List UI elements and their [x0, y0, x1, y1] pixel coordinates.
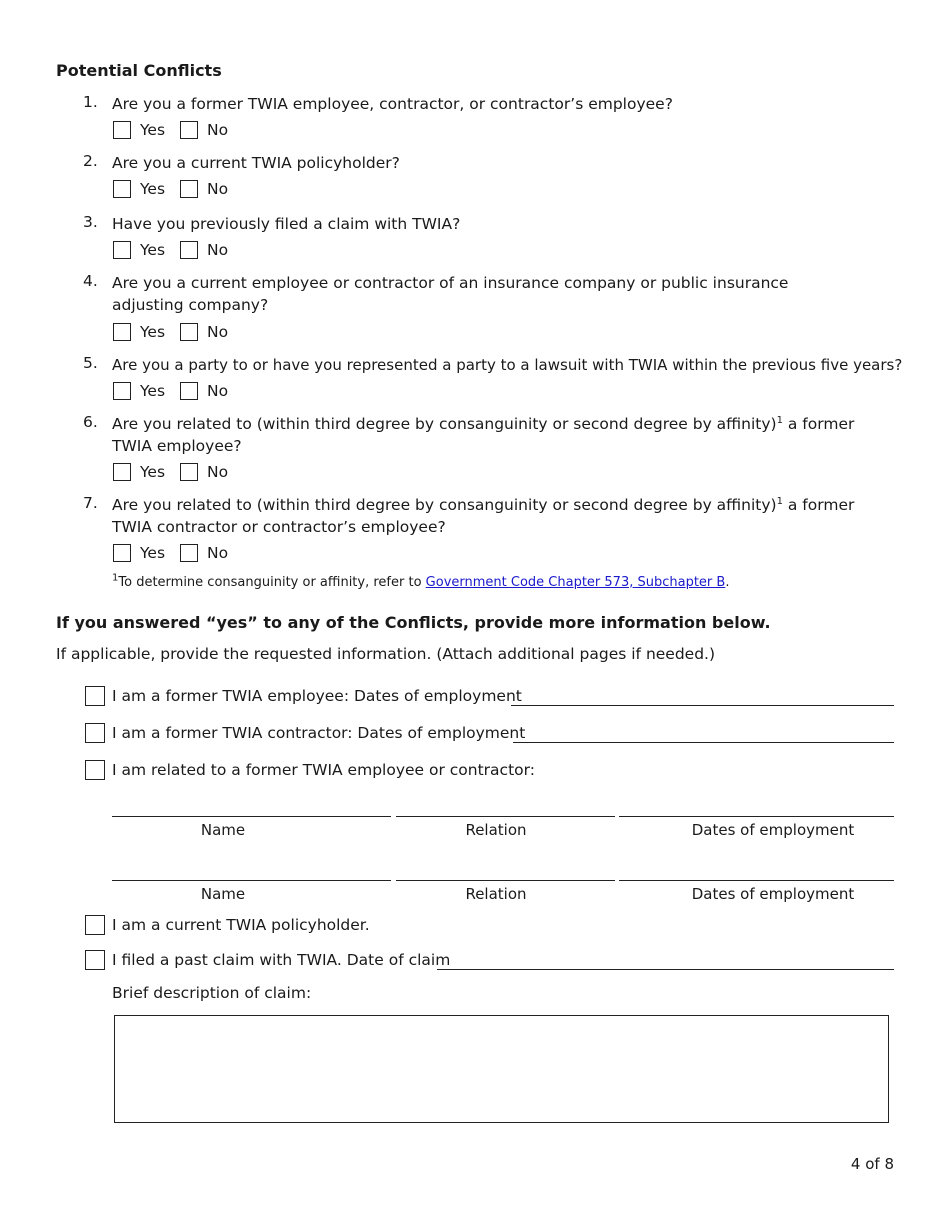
former-employee-dates-field[interactable] [511, 705, 894, 706]
q3-yes-checkbox[interactable] [113, 241, 131, 259]
former-employee-checkbox[interactable] [85, 686, 105, 706]
yes-label: Yes [140, 180, 166, 198]
q7-yes-checkbox[interactable] [113, 544, 131, 562]
column-label-relation: Relation [465, 821, 527, 839]
related-checkbox[interactable] [85, 760, 105, 780]
former-contractor-checkbox[interactable] [85, 723, 105, 743]
q3-no-checkbox[interactable] [180, 241, 198, 259]
instructions-text: If applicable, provide the requested information. (Attach additional pages if needed.) [56, 645, 716, 663]
q1-yes-checkbox[interactable] [113, 121, 131, 139]
column-label-name: Name [200, 885, 246, 903]
q2-no-checkbox[interactable] [180, 180, 198, 198]
claim-description-textarea[interactable] [114, 1015, 889, 1123]
yes-label: Yes [140, 382, 166, 400]
option-label: I am related to a former TWIA employee or contractor: [112, 761, 535, 779]
q6-no-checkbox[interactable] [180, 463, 198, 481]
question-text: Are you a party to or have you represented a party to a lawsuit with TWIA within the previous five years? [112, 356, 903, 374]
relation-dates-field-1[interactable] [619, 816, 894, 817]
question-text: Have you previously filed a claim with TWIA? [112, 215, 461, 233]
footnote: $^1$To determine consanguinity or affinity, refer to Government Code Chapter 573, Subchapter B. [112, 572, 730, 590]
question-text: Are you a current employee or contractor of an insurance company or public insurance adjusting company? [112, 274, 789, 314]
yes-label: Yes [140, 241, 166, 259]
question-number: 7. [83, 494, 98, 512]
yes-label: Yes [140, 544, 166, 562]
option-past-claim [85, 950, 450, 970]
past-claim-checkbox[interactable] [85, 950, 105, 970]
former-contractor-dates-field[interactable] [513, 742, 894, 743]
column-label-dates: Dates of employment [691, 821, 855, 839]
relation-relation-field-1[interactable] [396, 816, 615, 817]
section-title: Potential Conflicts [56, 61, 222, 80]
question-text: Are you a current TWIA policyholder? [112, 154, 400, 172]
column-label-dates: Dates of employment [691, 885, 855, 903]
q4-no-checkbox[interactable] [180, 323, 198, 341]
option-policyholder [85, 915, 370, 935]
relation-dates-field-2[interactable] [619, 880, 894, 881]
option-label: I am a former TWIA contractor: Dates of employment [112, 724, 526, 742]
question-text: Are you a former TWIA employee, contractor, or contractor’s employee? [112, 95, 673, 113]
page-number: 4 of 8 [850, 1155, 894, 1173]
q7-no-checkbox[interactable] [180, 544, 198, 562]
q1-no-checkbox[interactable] [180, 121, 198, 139]
footnote-ref: 1 [776, 495, 783, 507]
no-label: No [207, 382, 229, 400]
question-number: 5. [83, 354, 98, 372]
column-label-name: Name [200, 821, 246, 839]
option-former-employee [85, 686, 522, 706]
no-label: No [207, 544, 229, 562]
option-former-contractor [85, 723, 525, 743]
yes-label: Yes [140, 121, 166, 139]
question-number: 4. [83, 272, 98, 290]
q2-yes-checkbox[interactable] [113, 180, 131, 198]
no-label: No [207, 121, 229, 139]
relation-name-field-2[interactable] [112, 880, 391, 881]
question-text: Are you related to (within third degree by consanguinity or second degree by affinity)$^1$ a former TWIA employee? [112, 414, 855, 455]
question-number: 6. [83, 413, 98, 431]
no-label: No [207, 180, 229, 198]
option-related [85, 760, 535, 780]
question-number: 1. [83, 93, 98, 111]
footnote-ref: 1 [776, 414, 783, 426]
question-number: 2. [83, 152, 98, 170]
yes-label: Yes [140, 323, 166, 341]
policyholder-checkbox[interactable] [85, 915, 105, 935]
q6-yes-checkbox[interactable] [113, 463, 131, 481]
option-label: I am a former TWIA employee: Dates of employment [112, 687, 522, 705]
government-code-link[interactable]: Government Code Chapter 573, Subchapter B [425, 575, 726, 590]
option-label: I filed a past claim with TWIA. Date of claim [112, 951, 451, 969]
claim-date-field[interactable] [437, 969, 894, 970]
question-number: 3. [83, 213, 98, 231]
no-label: No [207, 323, 229, 341]
relation-name-field-1[interactable] [112, 816, 391, 817]
claim-description-label: Brief description of claim: [112, 984, 312, 1002]
no-label: No [207, 241, 229, 259]
yes-label: Yes [140, 463, 166, 481]
followup-heading: If you answered “yes” to any of the Conflicts, provide more information below. [56, 613, 771, 632]
relation-relation-field-2[interactable] [396, 880, 615, 881]
q5-yes-checkbox[interactable] [113, 382, 131, 400]
q4-yes-checkbox[interactable] [113, 323, 131, 341]
question-text: Are you related to (within third degree by consanguinity or second degree by affinity)$^1$ a former TWIA contractor or contractor’s employee? [112, 495, 855, 536]
column-label-relation: Relation [465, 885, 527, 903]
option-label: I am a current TWIA policyholder. [112, 916, 370, 934]
q5-no-checkbox[interactable] [180, 382, 198, 400]
no-label: No [207, 463, 229, 481]
